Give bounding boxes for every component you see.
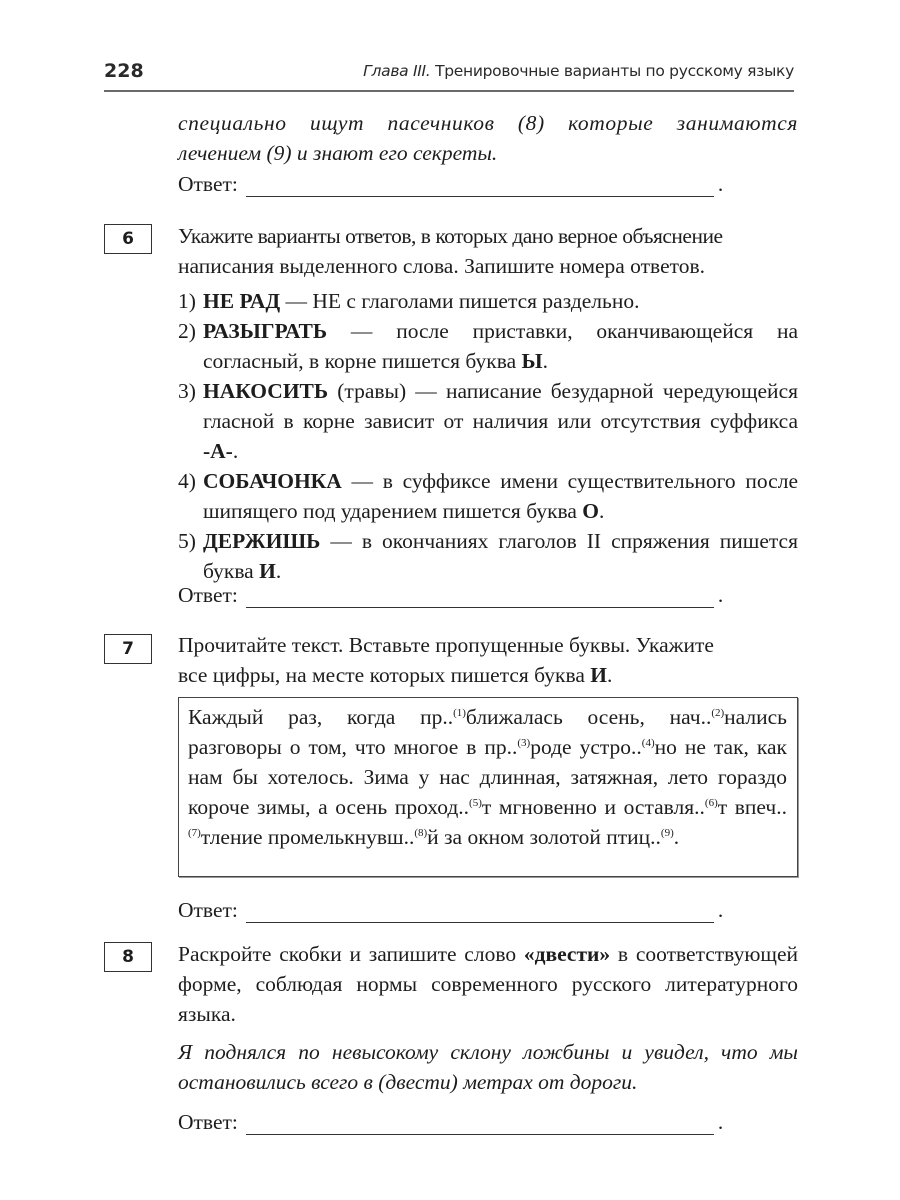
option-number: 2)	[178, 319, 196, 343]
gap-marker: (5)	[469, 797, 482, 809]
gap-marker: (4)	[641, 737, 655, 749]
prompt-text-rest: в соответствующей форме, соблюдая нормы современного русского литературного языка.	[178, 942, 798, 1026]
passage-text: Каждый раз, когда пр..$^{(1)}$ближалась осень, нач..$^{(2)}$нались разговоры о том, что многое в пр..$^{(3)}$роде устро..$^{(4)}$но не так, как нам бы хотелось. Зима у нас длинная, затяжная, лето гораздо короче зимы, а осень проход..$^{(5)}$т мгновенно и оставля..$^{(6)}$т впеч..$^{(7)}$тление промелькнувш..$^{(8)}$й за окном золотой птиц..$^{(9)}$.	[188, 705, 787, 849]
option-word: НАКОСИТЬ	[203, 379, 329, 403]
answer-field[interactable]	[246, 587, 714, 608]
task-number-box: 8	[104, 942, 152, 972]
prompt-bold-letter: И	[590, 663, 608, 687]
answer-end: .	[717, 172, 724, 196]
gap-marker: (2)	[711, 707, 725, 719]
chapter-title: Тренировочные варианты по русскому языку	[435, 62, 794, 80]
option-word: НЕ РАД	[203, 289, 281, 313]
task8-prompt	[178, 939, 798, 1029]
gap-marker: (1)	[453, 707, 466, 719]
option-word: РАЗЫГРАТЬ	[203, 319, 328, 343]
gap-marker: (9)	[660, 827, 674, 839]
option-word: ДЕРЖИШЬ	[203, 529, 321, 553]
passage-box	[178, 697, 798, 877]
task8-answer-row	[178, 1110, 723, 1135]
prev-task-text	[178, 108, 798, 168]
answer-label: Ответ:	[178, 898, 238, 922]
option-number: 1)	[178, 289, 196, 313]
option-item	[178, 376, 798, 466]
task7-answer-row	[178, 898, 723, 923]
page-header	[104, 56, 794, 92]
option-text: НЕ РАД — НЕ с глаголами пишется раздельно.	[203, 289, 640, 313]
option-text: СОБАЧОНКА — в суффиксе имени существительного после шипящего под ударением пишется буква О.	[203, 469, 798, 523]
prompt-bold-word: «двести»	[523, 942, 611, 966]
option-item	[178, 286, 798, 316]
gap-marker: (8)	[414, 827, 428, 839]
option-bold-letter: И	[259, 559, 276, 583]
answer-field[interactable]	[246, 902, 714, 923]
answer-field[interactable]	[246, 1114, 714, 1135]
answer-end: .	[717, 1110, 724, 1134]
gap-marker: (7)	[188, 827, 201, 839]
option-word: СОБАЧОНКА	[203, 469, 342, 493]
answer-end: .	[717, 583, 724, 607]
answer-end: .	[717, 898, 724, 922]
page-number: 228	[104, 60, 144, 82]
task7-prompt-line-2	[178, 660, 798, 690]
gap-marker: (6)	[704, 797, 718, 809]
task7-prompt-line-1: Прочитайте текст. Вставьте пропущенные буквы. Укажите	[178, 633, 714, 657]
option-text: ДЕРЖИШЬ — в окончаниях глаголов II спряжения пишется буква И.	[203, 529, 798, 583]
prompt-text: все цифры, на месте которых пишется буква	[178, 663, 591, 687]
answer-label: Ответ:	[178, 1110, 238, 1134]
prev-answer-row	[178, 172, 723, 197]
prompt-end: .	[607, 663, 613, 687]
option-item	[178, 466, 798, 526]
option-number: 3)	[178, 379, 196, 403]
task6-prompt-line-1: Укажите варианты ответов, в которых дано верное объяснение	[178, 224, 723, 248]
answer-label: Ответ:	[178, 172, 238, 196]
running-title	[363, 62, 794, 80]
answer-field[interactable]	[246, 176, 714, 197]
prev-text-line-1: специально ищут пасечников (8) которые занимаются	[178, 111, 798, 135]
option-bold-letter: Ы	[521, 349, 543, 373]
gap-marker: (3)	[517, 737, 531, 749]
option-number: 5)	[178, 529, 196, 553]
prompt-text: Раскройте скобки и запишите слово	[178, 942, 524, 966]
option-number: 4)	[178, 469, 196, 493]
chapter-label: Глава III.	[363, 62, 431, 80]
option-bold-letter: О	[582, 499, 600, 523]
answer-label: Ответ:	[178, 583, 238, 607]
option-text: РАЗЫГРАТЬ — после приставки, оканчивающейся на согласный, в корне пишется буква Ы.	[203, 319, 798, 373]
option-text: НАКОСИТЬ (травы) — написание безударной чередующейся гласной в корне зависит от наличия или отсутствия суффикса -А-.	[203, 379, 798, 463]
prev-text-line-2: лечением (9) и знают его секреты.	[178, 141, 498, 165]
task-number-box: 6	[104, 224, 152, 254]
task6-prompt-line-2: написания выделенного слова. Запишите номера ответов.	[178, 254, 706, 278]
task7-prompt	[178, 630, 798, 690]
task8-sentence: Я поднялся по невысокому склону ложбины и увидел, что мы остановились всего в (двести) метрах от дороги.	[178, 1040, 798, 1094]
option-item	[178, 316, 798, 376]
task6-options	[178, 286, 798, 586]
task6-answer-row	[178, 583, 723, 608]
task-number-box: 7	[104, 634, 152, 664]
option-item	[178, 526, 798, 586]
task6-prompt	[178, 221, 798, 281]
option-bold-letter: -А-	[203, 439, 233, 463]
